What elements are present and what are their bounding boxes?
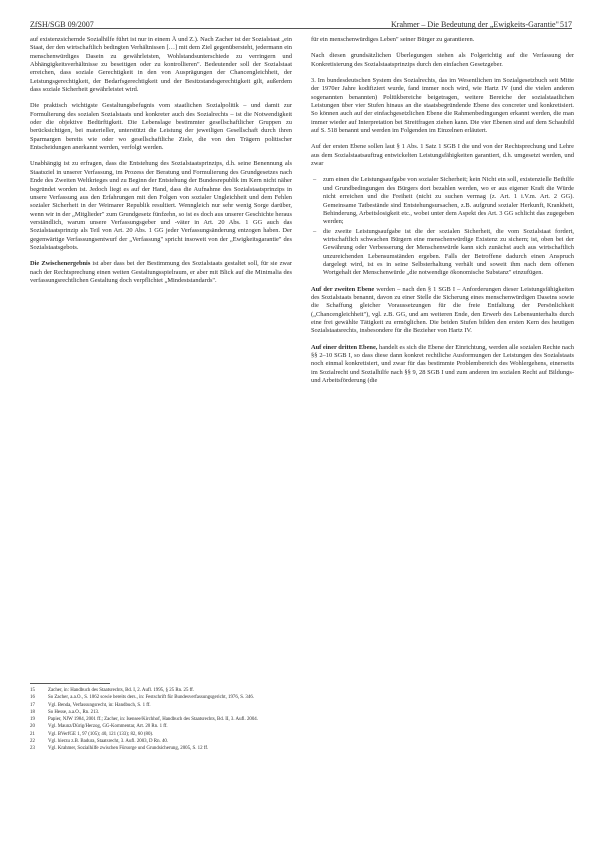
footnote-list [30, 688, 292, 753]
left-column [30, 36, 292, 293]
page-number: 517 [560, 20, 572, 29]
paragraph-text: ist aber dass bei der Bestimmung des Sozialstaats gestaltet soll, für sie zwar nach der Rechtsprechung einen weiten Gestaltungsspielraum, er aber mit Blick auf die Minimalia des verfassungsrechtlichen Gestaltung doch verpflichtet „Mindeststandards". [30, 260, 292, 284]
article-title: Krahmer – Die Bedeutung der „Ewigkeits-Garantie" [391, 20, 559, 29]
footnote-number: 20 [30, 724, 35, 730]
footnote-text: Vgl. hierzu z.B. Badura, Staatsrecht, 3. Aufl. 2003, D Rn. 40. [48, 739, 169, 745]
footnote-text: So Zacher, a.a.O., S. 1062 sowie bereits ders., in: Festschrift für Bundesverfassungsgericht, 1976, S. 346. [48, 695, 254, 701]
footnote [30, 717, 292, 723]
footnote [30, 703, 292, 709]
footnote-text: Vgl. Benda, Verfassungsrecht, in: Handbuch, S. 1 ff. [48, 702, 151, 708]
footnote-number: 15 [30, 688, 35, 693]
footnote [30, 732, 292, 738]
footnotes [30, 683, 292, 754]
bold-lead: Auf einer dritten Ebene, [311, 343, 378, 351]
footnote-text: Papier, NJW 1984, 2001 ff.; Zacher, in: Isensee/Kirchhof, Handbuch des Staatsrechts, Bd. II, 3. Aufl. 2004. [48, 717, 258, 723]
paragraph: Auf der ersten Ebene sollen laut § 1 Abs. 1 Satz 1 SGB I die und von der Rechtsprechung und Lehre aus dem Sozialstaatsauftrag entwickelten Leistungsfähigkeiten garantiert, d.h. umgesetzt werden, und zwar [311, 143, 574, 168]
paragraph: Unabhängig ist zu erfragen, dass die Entstehung des Sozialstaatsprinzips, d.h. seine Benennung als Staatsziel in unserer Verfassung, im Prozess der Beratung und Formulierung des Grundgesetzes nach Ende des Zweiten Weltkrieges und zu Beginn der Entstehung der Bundesrepublik im Kern nicht näher begründet worden ist. Jedoch liegt es auf der Hand, dass die Aufnahme des Sozialstaatsprinzips in unsere Verfassung aus den Erfahrungen mit den Folgen von sozialer Ungleichheit und dem Fehlen sozialer Sicherheit in der Weimarer Republik resultiert. Wenngleich nur sehr wenig Sorge darüber, wenn wir in der „Mitglieder" zum Grundgesetz fünfzehn, so ist es doch aus unserer Geschichte heraus verständlich, warum unsere Verfassungsgeber und -väter in Art. 20 Abs. 1 GG auch das Sozialstaatsprinzip als Teil von Art. 20 Abs. 1 GG jeder Verfassungsänderung entzogen haben. Der gegenwärtige Verfassungsentwurf der „Verfassung" spricht insoweit von der „Ewigkeitsgarantie" des Sozialstaatsgebots. [30, 160, 292, 251]
paragraph-text: handelt es sich die Ebene der Einrichtung, werden alle sozialen Rechte nach §§ 2–10 SGB I, so dass diese dann konkret rechtliche Ausformungen der Leistungen des Sozialstaats noch einmal konkretisiert, und zwar für das bestimmte Problembereich des Wohlergehens, einerseits im Sozialrecht und Sozialhilfe nach §§ 9, 28 SGB I und zum anderen im sozialen Recht auf Bildungs- und Arbeitsförderung (die [311, 343, 574, 385]
footnote [30, 739, 292, 745]
paragraph: Die praktisch wichtigste Gestaltungsbefugnis vom staatlichen Sozialpolitik – und damit zur Formulierung des sozialen Sozialstaats und konkreter auch des Sozialrechts – ist die Notwendigkeit oder die objektive Bedürftigkeit. Die Lebenslage bestimmter gesellschaftlicher Gruppen zu berücksichtigen, bei materieller, unterstützt die Leistung der jeweiligen Gesellschaft durch ihren Sparmargen bereits wie oder wo gesellschaftliche Ziele, die von den Trägern politischer Entscheidungen anerkannt werden, verfolgt werden. [30, 102, 292, 152]
bold-lead: Auf der zweiten Ebene [311, 285, 375, 293]
header-rule [30, 28, 572, 29]
footnote-number: 23 [30, 746, 35, 752]
journal-issue: ZfSH/SGB 09/2007 [30, 20, 94, 29]
footnote-number: 17 [30, 702, 35, 708]
footnote [30, 746, 292, 752]
paragraph: für ein menschenwürdiges Leben" seiner Bürger zu garantieren. [311, 36, 475, 43]
list-item: – zum einen die Leistungsaufgabe von sozialer Sicherheit; kein Nicht ein soll, existenzielle Beihilfe und Grundbedingungen des Bürgers dort bezahlen werden, wo er aus eigener Kraft die Würde nicht erreichen und die Freiheit (nicht zu suchen vermag (z. Art. 1 i.V.m. Art. 2 GG). Gemeinsame Tatbestände sind Entstehungsursachen, z.B. aufgrund sozialer Herkunft, Krankheit, Behinderung, Arbeitslosigkeit etc., wobei unter dem Aspekt des Art. 3 GG schlicht das zugegeben werden; [311, 176, 574, 226]
footnote-number: 16 [30, 695, 35, 701]
footnote-number: 22 [30, 739, 35, 745]
footnote-text: Zacher, in: Handbuch des Staatsrechts, Bd. I, 2. Aufl. 1995, § 25 Rn. 25 ff. [48, 688, 194, 693]
footnote-text: Vgl. Maunz/Dürig/Herzog, GG-Kommentar, Art. 20 Rn. 1 ff. [48, 724, 168, 730]
paragraph: Nach diesen grundsätzlichen Überlegungen stehen als Folgerichtig auf die Verfassung der Konkretisierung des Sozialstaatsprinzips durch den einfachen Gesetzgeber. [311, 52, 574, 68]
footnote-number: 21 [30, 731, 35, 737]
footnote-rule [30, 683, 110, 684]
paragraph: auf existenzsichernde Sozialhilfe führt ist nur in einem Ä und Z.). Nach Zacher ist der Sozialstaat „ein Staat, der den wirtschaftlich bedingten Verhältnissen […] mit dem Ziel gegenübersteht, jedermann ein menschenwürdiges Dasein zu gewährleisten, Wohlstandsunterschiede zu verringern und Abhängigkeitsverhältnisse zu beseitigen oder zu kontrollieren". Bedeutender soll der Sozialstaat erreichen, dass soziale Gerechtigkeit in den von Ausprägungen der Chancengleichheit, der Leistungsgerechtigkeit, der Bedarfsgerechtigkeit und der Besitzstandsgerechtigkeit gilt, außerdem dass soziale Sicherheit gewährleistet wird. [30, 36, 292, 94]
footnote [30, 688, 292, 694]
bullet-list [311, 176, 574, 277]
list-item: – die zweite Leistungsaufgabe ist die der sozialen Sicherheit, die vom Sozialstaat fordert, wirtschaftlich schwachen Bürgern eine menschenwürdige Existenz zu sichern; ist, oben bei der Gewährung oder Verbesserung der Menschenwürde kann sich zunächst auch aus wirtschaftlich unzureichenden Lebensumständen ergeben. Falls der Betroffene dadurch einen Anspruch dargelegt wird, ist es in seine Selbsterhaltung verhält und soweit ihm nach dem offenen Wortgehalt der Menschenwürde „die notwendige ökonomische Substanz" einzufügen. [311, 228, 574, 278]
right-column [311, 36, 574, 393]
footnote-text: Vgl. Krahmer, Sozialhilfe zwischen Fürsorge und Grundsicherung, 2005, S. 12 ff. [48, 746, 209, 752]
paragraph: 3. Im bundesdeutschen System des Sozialrechts, das im Wesentlichen im Sozialgesetzbuch seit Mitte der 1970er Jahre kodifiziert wurde, fand immer noch wird, wie Hartz IV (und die vielen anderen sogenannten benannten) Politikbereiche beigetragen, weitere Bereiche der sozialstaatlichen Leistungen über vier Stufen hinaus an die staatsbegründende Ebene des concreter und konkretisiert. So können auch auf der einfachgesetzlichen Ebene die Rahmenbedingungen erkannt werden, die man immer wieder auf Interpretation bei Streitfragen ziehen kann. Die vier Ebenen sind auf dem Schaubild auf S. 518 benannt und werden im Folgenden im Einzelnen erläutert. [311, 77, 574, 135]
footnote-text: Vgl. BVerfGE 1, 97 (105); 40, 121 (133); 82, 60 (80). [48, 731, 154, 737]
footnote [30, 710, 292, 716]
paragraph [311, 344, 574, 386]
bold-lead: Die Zwischenergebnis [30, 260, 91, 268]
footnote [30, 724, 292, 730]
footnote [30, 695, 292, 701]
footnote-text: So Hesse, a.a.O., Rn. 213. [48, 709, 100, 715]
paragraph-text: werden – nach den § 1 SGB I – Anforderungen dieser Leistungsfähigkeiten des Sozialstaats benannt, davon zu einer Stelle die Sicherung eines menschenwürdigen Daseins sowie die Schaffung gleicher Voraussetzungen für die freie Entfaltung der Persönlichkeit („Chancengleichheit"), vgl. z.B. GG, und am weiteren Ende, den Erwerb des Lebensunterhalts durch eine frei gewählte Tätigkeit zu ermöglichen. Die beiden Stufen bilden den ersten Kern des heutigen Sozialstaatsrechts, insbesondere für die Bezieher von Hartz IV. [311, 285, 574, 335]
footnote-number: 18 [30, 709, 35, 715]
footnote-number: 19 [30, 717, 35, 723]
paragraph [30, 260, 292, 285]
paragraph [311, 286, 574, 336]
